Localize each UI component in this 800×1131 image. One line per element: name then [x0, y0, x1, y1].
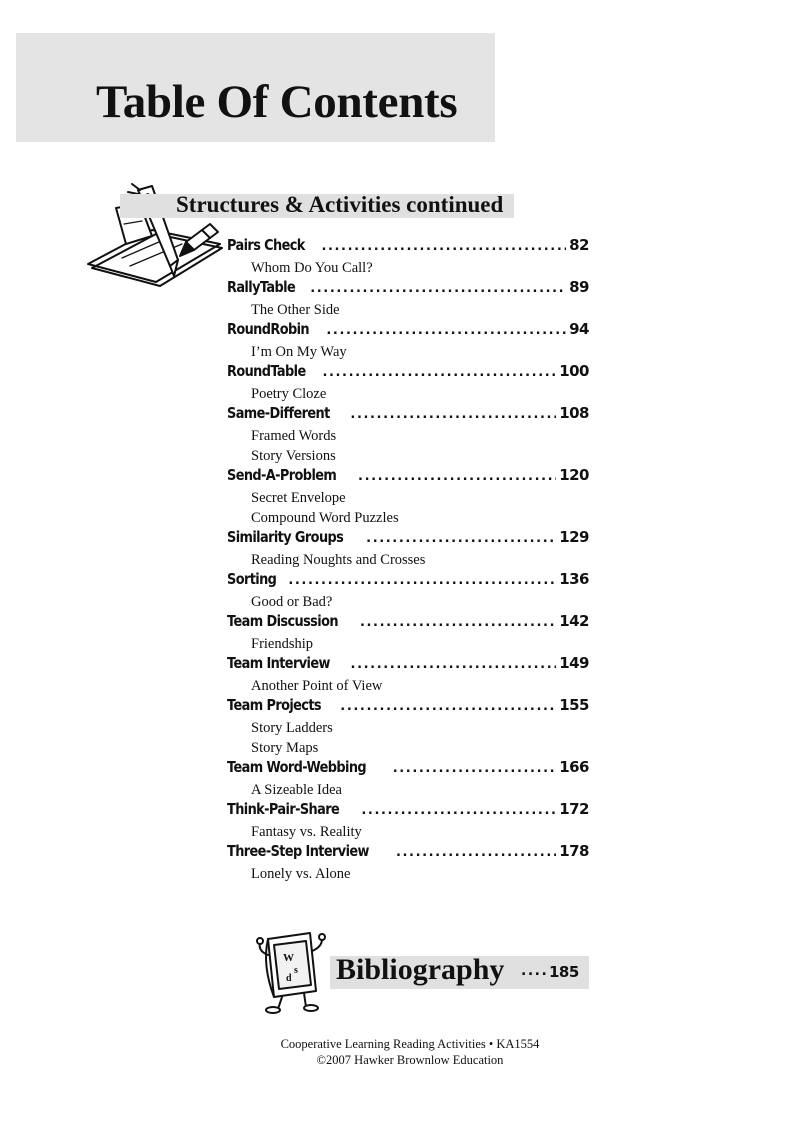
toc-page-number: 120 [559, 466, 589, 484]
bibliography-page-number: 185 [549, 963, 579, 981]
footer-copyright: ©2007 Hawker Brownlow Education [316, 1053, 504, 1067]
toc-page-number: 89 [569, 278, 589, 296]
toc-dot-leader [288, 573, 556, 588]
toc-entry-title[interactable]: RoundRobin [227, 320, 310, 338]
svg-text:W: W [283, 952, 294, 964]
toc-activity-item[interactable]: Good or Bad? [251, 594, 333, 610]
toc-page-number: 94 [569, 320, 589, 338]
toc-entry-title[interactable]: Pairs Check [227, 236, 305, 254]
toc-dot-leader [360, 615, 556, 630]
toc-entry-line[interactable] [227, 696, 589, 718]
toc-entry[interactable] [227, 404, 589, 466]
toc-activity-item[interactable]: I’m On My Way [251, 344, 347, 360]
toc-entry-title[interactable]: Three-Step Interview [227, 842, 369, 860]
toc-dot-leader [361, 803, 556, 818]
toc-entry-title[interactable]: Sorting [227, 570, 277, 588]
toc-page-number: 82 [569, 236, 589, 254]
toc-entry-title[interactable]: Team Interview [227, 654, 330, 672]
toc-entry-title[interactable]: Team Word-Webbing [227, 758, 367, 776]
toc-activity-item[interactable]: Compound Word Puzzles [251, 510, 399, 526]
footer-publication: Cooperative Learning Reading Activities • KA1554 [280, 1037, 540, 1051]
toc-dot-leader [396, 845, 556, 860]
svg-text:s: s [294, 965, 298, 976]
toc-page-number: 155 [559, 696, 589, 714]
toc-entry-line[interactable] [227, 654, 589, 676]
toc-entry-line[interactable] [227, 278, 589, 300]
toc-dot-leader [350, 407, 556, 422]
toc-entry-line[interactable] [227, 842, 589, 864]
toc-entry-line[interactable] [227, 528, 589, 550]
section-title: Structures & Activities continued [176, 192, 504, 217]
toc-entry-title[interactable]: Team Discussion [227, 612, 338, 630]
toc-dot-leader [321, 239, 566, 254]
toc-entry-line[interactable] [227, 236, 589, 258]
toc-activity-item[interactable]: Poetry Cloze [251, 386, 327, 402]
toc-entry[interactable] [227, 570, 589, 612]
toc-entry[interactable] [227, 466, 589, 528]
toc-activity-item[interactable]: Story Ladders [251, 720, 333, 736]
toc-entry[interactable] [227, 654, 589, 696]
toc-dot-leader [358, 469, 556, 484]
toc-entry[interactable] [227, 362, 589, 404]
toc-entry[interactable] [227, 842, 589, 884]
toc-activity-item[interactable]: A Sizeable Idea [251, 782, 342, 798]
toc-entry-title[interactable]: Same-Different [227, 404, 330, 422]
toc-page-number: 100 [559, 362, 589, 380]
toc-page-number: 172 [559, 800, 589, 818]
toc-activity-item[interactable]: Secret Envelope [251, 490, 346, 506]
toc-dot-leader [340, 699, 556, 714]
toc-entry-line[interactable] [227, 570, 589, 592]
toc-dot-leader [366, 531, 556, 546]
toc-activity-item[interactable]: Whom Do You Call? [251, 260, 373, 276]
toc-entry-title[interactable]: Think-Pair-Share [227, 800, 340, 818]
toc-entry-line[interactable] [227, 612, 589, 634]
toc-entry-line[interactable] [227, 466, 589, 488]
toc-entry[interactable] [227, 758, 589, 800]
toc-activity-item[interactable]: The Other Side [251, 302, 340, 318]
toc-dot-leader [310, 281, 566, 296]
toc-page-number: 142 [559, 612, 589, 630]
toc-entry[interactable] [227, 320, 589, 362]
toc-list [227, 236, 589, 884]
toc-activity-item[interactable]: Friendship [251, 636, 314, 652]
toc-entry-line[interactable] [227, 320, 589, 342]
toc-entry[interactable] [227, 800, 589, 842]
toc-entry-title[interactable]: RoundTable [227, 362, 306, 380]
bibliography-leader: .... [521, 963, 549, 979]
toc-page-number: 136 [559, 570, 589, 588]
toc-entry-title[interactable]: Team Projects [227, 696, 321, 714]
toc-activity-item[interactable]: Framed Words [251, 428, 337, 444]
toc-dot-leader [393, 761, 556, 776]
toc-activity-item[interactable]: Story Versions [251, 448, 336, 464]
toc-entry-title[interactable]: RallyTable [227, 278, 296, 296]
bibliography-title[interactable]: Bibliography [336, 953, 505, 986]
toc-entry-title[interactable]: Similarity Groups [227, 528, 344, 546]
toc-entry-line[interactable] [227, 758, 589, 780]
toc-entry[interactable] [227, 528, 589, 570]
toc-page-number: 178 [559, 842, 589, 860]
toc-dot-leader [326, 323, 566, 338]
svg-text:d: d [286, 973, 292, 984]
toc-entry[interactable] [227, 696, 589, 758]
toc-entry-line[interactable] [227, 800, 589, 822]
toc-entry[interactable] [227, 612, 589, 654]
toc-activity-item[interactable]: Fantasy vs. Reality [251, 824, 362, 840]
page-title: Table Of Contents [96, 76, 458, 128]
toc-page-number: 166 [559, 758, 589, 776]
toc-page-number: 149 [559, 654, 589, 672]
book-character-icon [256, 925, 328, 1015]
toc-entry-title[interactable]: Send-A-Problem [227, 466, 337, 484]
toc-entry[interactable] [227, 278, 589, 320]
toc-dot-leader [351, 657, 557, 672]
toc-dot-leader [322, 365, 556, 380]
toc-activity-item[interactable]: Story Maps [251, 740, 319, 756]
toc-activity-item[interactable]: Lonely vs. Alone [251, 866, 351, 882]
toc-activity-item[interactable]: Another Point of View [251, 678, 383, 694]
toc-activity-item[interactable]: Reading Noughts and Crosses [251, 552, 426, 568]
toc-entry[interactable] [227, 236, 589, 278]
toc-page-number: 108 [559, 404, 589, 422]
toc-entry-line[interactable] [227, 362, 589, 384]
toc-entry-line[interactable] [227, 404, 589, 426]
toc-page-number: 129 [559, 528, 589, 546]
